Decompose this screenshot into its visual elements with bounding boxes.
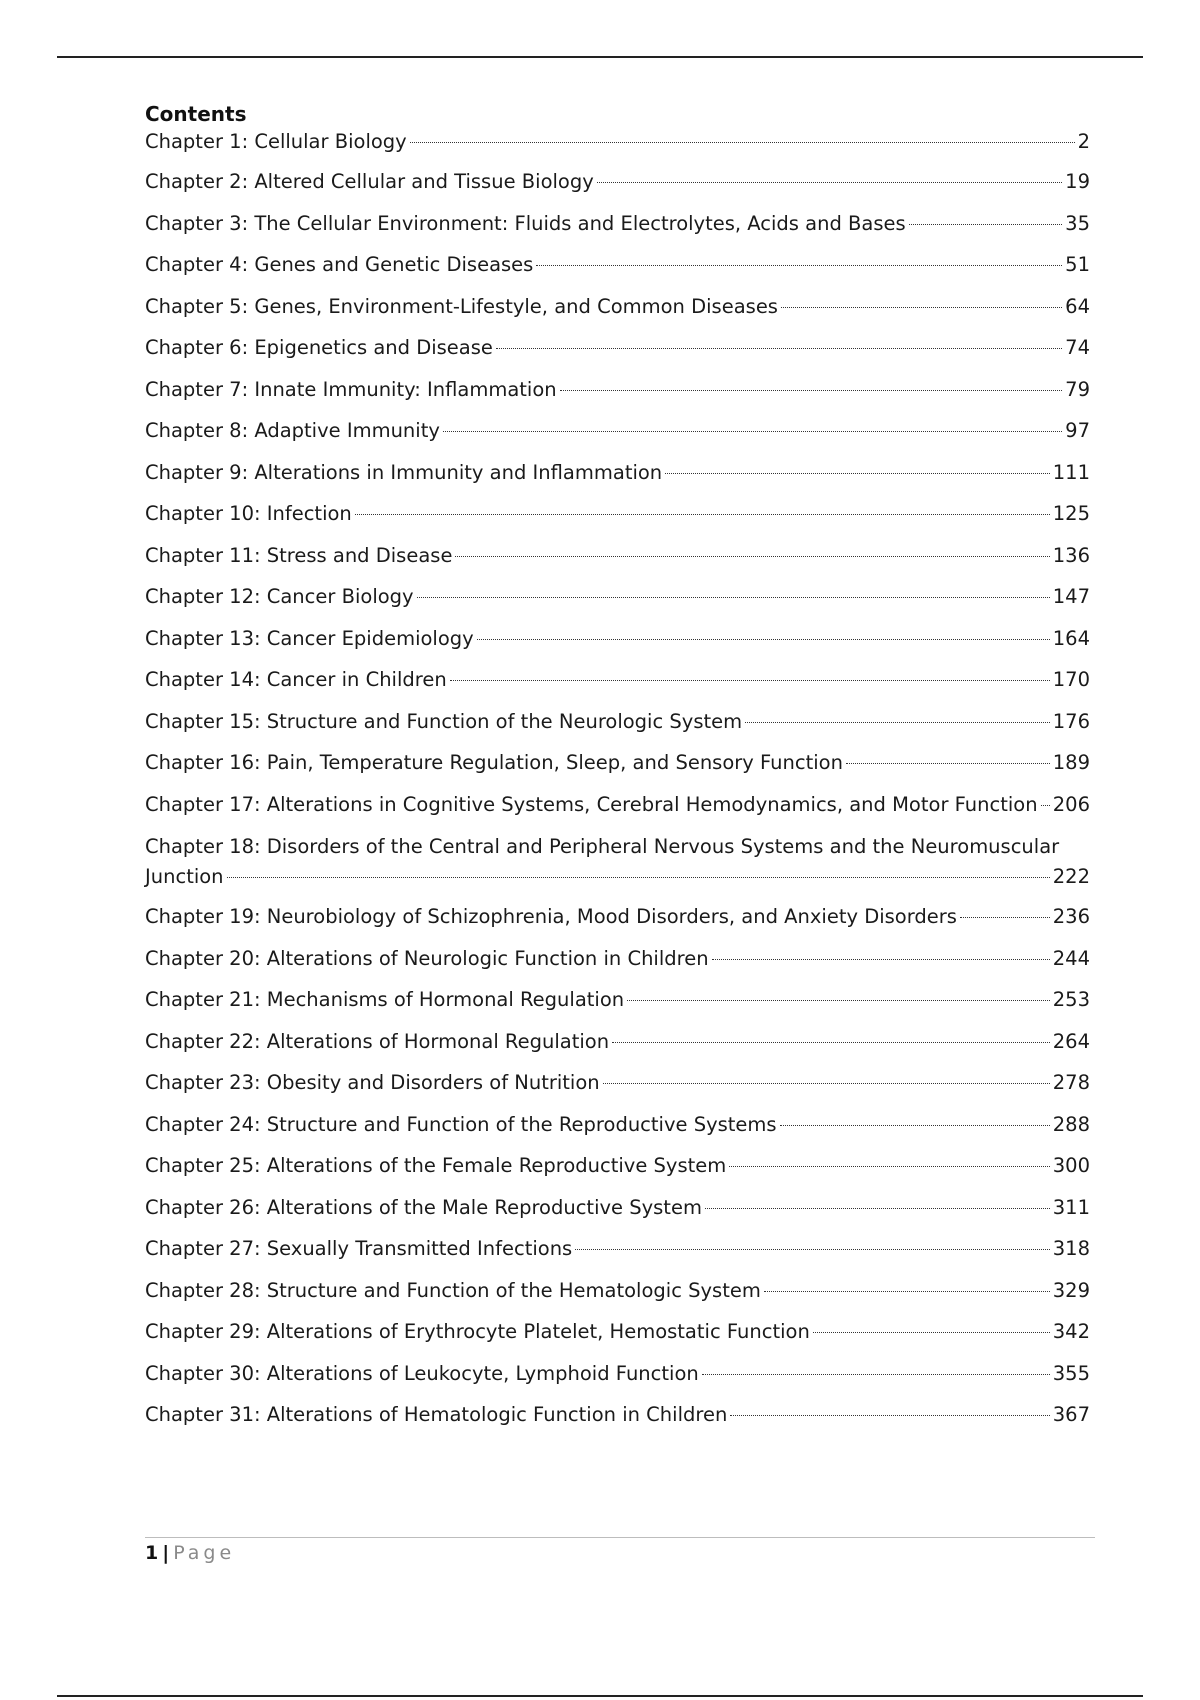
toc-entry[interactable] — [145, 1194, 1090, 1222]
toc-entry[interactable] — [145, 791, 1090, 819]
toc-entry[interactable] — [145, 1360, 1090, 1388]
toc-entry-page-number: 278 — [1052, 1071, 1090, 1094]
dot-leader — [665, 473, 1050, 474]
toc-entry-page-number: 170 — [1052, 668, 1090, 691]
toc-entry-title: Chapter 19: Neurobiology of Schizophrenia, Mood Disorders, and Anxiety Disorders — [145, 905, 957, 928]
dot-leader — [813, 1332, 1050, 1333]
dot-leader — [443, 431, 1062, 432]
toc-entry[interactable] — [145, 1277, 1090, 1305]
footer-page-label: Page — [173, 1542, 236, 1564]
toc-entry-page-number: 79 — [1065, 377, 1090, 401]
toc-entry[interactable] — [145, 251, 1090, 279]
toc-entry-page-number: 355 — [1052, 1361, 1090, 1385]
toc-entry[interactable] — [145, 459, 1090, 487]
toc-entry-page-number: 35 — [1065, 211, 1090, 235]
toc-entry-title: Chapter 1: Cellular Biology — [145, 130, 407, 153]
toc-entry-page-number: 342 — [1052, 1320, 1090, 1343]
dot-leader — [603, 1083, 1050, 1084]
toc-entry[interactable] — [145, 168, 1090, 196]
toc-entry-title: Chapter 20: Alterations of Neurologic Function in Children — [145, 946, 709, 970]
toc-entry[interactable] — [145, 1111, 1090, 1139]
toc-entry-title: Chapter 5: Genes, Environment-Lifestyle, and Common Diseases — [145, 294, 778, 318]
toc-entry-page-number: 2 — [1077, 130, 1090, 153]
toc-entry-title-line1: Chapter 18: Disorders of the Central and Peripheral Nervous Systems and the Neuromuscular — [145, 835, 1060, 858]
toc-entry[interactable] — [145, 832, 1090, 892]
toc-entry-title: Chapter 16: Pain, Temperature Regulation, Sleep, and Sensory Function — [145, 751, 843, 774]
toc-entry-page-number: 288 — [1052, 1112, 1090, 1136]
toc-entry[interactable] — [145, 945, 1090, 973]
dot-leader — [909, 224, 1062, 225]
toc-entry-title: Chapter 15: Structure and Function of the Neurologic System — [145, 709, 743, 733]
dot-leader — [1041, 805, 1050, 806]
toc-entry-title: Chapter 17: Alterations in Cognitive Systems, Cerebral Hemodynamics, and Motor Function — [145, 792, 1038, 816]
toc-entry[interactable] — [145, 542, 1090, 570]
toc-entry[interactable] — [145, 986, 1090, 1014]
toc-entry-page-number: 176 — [1052, 709, 1090, 733]
page-footer — [145, 1537, 1095, 1564]
dot-leader — [612, 1042, 1050, 1043]
toc-entry-page-number: 125 — [1052, 502, 1090, 525]
dot-leader — [410, 142, 1075, 143]
dot-leader — [712, 959, 1050, 960]
toc-entry-page-number: 19 — [1065, 170, 1090, 193]
toc-entry-page-number: 253 — [1052, 988, 1090, 1011]
dot-leader — [560, 390, 1063, 391]
toc-entry-title: Chapter 4: Genes and Genetic Diseases — [145, 253, 534, 276]
dot-leader — [705, 1208, 1050, 1209]
toc-entry[interactable] — [145, 625, 1090, 653]
toc-entry[interactable] — [145, 334, 1090, 362]
toc-entry-title: Chapter 7: Innate Immunity: Inflammation — [145, 377, 557, 401]
dot-leader — [729, 1166, 1050, 1167]
toc-entry-title: Chapter 22: Alterations of Hormonal Regulation — [145, 1029, 610, 1053]
toc-entry[interactable] — [145, 583, 1090, 611]
toc-entry-page-number: 97 — [1065, 419, 1090, 442]
toc-list — [145, 128, 1090, 1429]
toc-entry[interactable] — [145, 293, 1090, 321]
dot-leader — [575, 1249, 1050, 1250]
toc-entry-title: Chapter 25: Alterations of the Female Reproductive System — [145, 1154, 727, 1177]
toc-entry-page-number: 164 — [1052, 626, 1090, 650]
footer-page-number: 1 — [145, 1542, 159, 1564]
dot-leader — [702, 1374, 1050, 1375]
toc-entry-line2 — [145, 862, 1090, 892]
toc-entry[interactable] — [145, 128, 1090, 156]
toc-entry-title: Chapter 26: Alterations of the Male Reproductive System — [145, 1195, 702, 1219]
toc-entry-title: Chapter 6: Epigenetics and Disease — [145, 336, 493, 359]
toc-entry[interactable] — [145, 376, 1090, 404]
toc-entry[interactable] — [145, 210, 1090, 238]
toc-entry-page-number: 51 — [1065, 253, 1090, 276]
toc-entry-title: Chapter 23: Obesity and Disorders of Nutrition — [145, 1071, 600, 1094]
dot-leader — [455, 556, 1049, 557]
toc-entry-page-number: 367 — [1052, 1403, 1090, 1426]
toc-entry-title: Chapter 14: Cancer in Children — [145, 668, 447, 691]
footer-separator: | — [162, 1542, 170, 1564]
toc-entry-title: Chapter 30: Alterations of Leukocyte, Lymphoid Function — [145, 1361, 699, 1385]
dot-leader — [536, 265, 1062, 266]
top-rule — [57, 56, 1143, 58]
toc-entry-title: Chapter 24: Structure and Function of the Reproductive Systems — [145, 1112, 777, 1136]
toc-entry[interactable] — [145, 1318, 1090, 1346]
toc-entry-page-number: 136 — [1052, 543, 1090, 567]
dot-leader — [764, 1291, 1050, 1292]
toc-entry-page-number: 300 — [1052, 1154, 1090, 1177]
toc-entry-page-number: 236 — [1052, 905, 1090, 928]
toc-entry-title: Chapter 31: Alterations of Hematologic Function in Children — [145, 1403, 728, 1426]
toc-entry-title: Chapter 12: Cancer Biology — [145, 585, 414, 608]
toc-entry-title: Chapter 29: Alterations of Erythrocyte Platelet, Hemostatic Function — [145, 1320, 810, 1343]
dot-leader — [846, 763, 1050, 764]
toc-entry-page-number: 74 — [1065, 336, 1090, 359]
toc-entry[interactable] — [145, 1152, 1090, 1180]
toc-entry-title: Chapter 10: Infection — [145, 502, 352, 525]
toc-entry-page-number: 318 — [1052, 1237, 1090, 1260]
toc-entry-page-number: 147 — [1052, 585, 1090, 608]
dot-leader — [355, 514, 1050, 515]
toc-entry-page-number: 64 — [1065, 294, 1090, 318]
toc-entry-page-number: 244 — [1052, 946, 1090, 970]
dot-leader — [780, 1125, 1050, 1126]
toc-entry-page-number: 111 — [1052, 460, 1090, 484]
toc-entry[interactable] — [145, 500, 1090, 528]
dot-leader — [417, 597, 1050, 598]
dot-leader — [227, 877, 1050, 878]
dot-leader — [781, 307, 1062, 308]
toc-entry-title: Chapter 11: Stress and Disease — [145, 543, 453, 567]
toc-entry-title: Chapter 13: Cancer Epidemiology — [145, 626, 474, 650]
toc-entry-page-number: 264 — [1052, 1029, 1090, 1053]
dot-leader — [597, 182, 1062, 183]
contents-heading: Contents — [145, 102, 247, 126]
toc-entry[interactable] — [145, 1028, 1090, 1056]
toc-entry-page-number: 189 — [1052, 751, 1090, 774]
toc-entry[interactable] — [145, 708, 1090, 736]
toc-entry-title: Chapter 2: Altered Cellular and Tissue Biology — [145, 170, 594, 193]
toc-entry[interactable] — [145, 749, 1090, 777]
dot-leader — [477, 639, 1050, 640]
toc-entry[interactable] — [145, 417, 1090, 445]
dot-leader — [450, 680, 1050, 681]
dot-leader — [627, 1000, 1050, 1001]
dot-leader — [730, 1415, 1049, 1416]
toc-entry[interactable] — [145, 1069, 1090, 1097]
toc-entry-page-number: 222 — [1052, 865, 1090, 888]
toc-entry-page-number: 329 — [1052, 1278, 1090, 1302]
toc-entry-page-number: 206 — [1052, 792, 1090, 816]
toc-entry-title: Chapter 9: Alterations in Immunity and Inflammation — [145, 460, 663, 484]
table-of-contents — [145, 100, 1090, 1443]
toc-entry[interactable] — [145, 1401, 1090, 1429]
bottom-rule — [57, 1695, 1143, 1697]
toc-entry-page-number: 311 — [1052, 1195, 1090, 1219]
toc-entry-title-line2: Junction — [145, 865, 224, 888]
toc-entry-title: Chapter 8: Adaptive Immunity — [145, 419, 440, 442]
toc-entry-title: Chapter 27: Sexually Transmitted Infections — [145, 1237, 573, 1260]
dot-leader — [496, 348, 1062, 349]
toc-entry[interactable] — [145, 903, 1090, 931]
toc-entry[interactable] — [145, 666, 1090, 694]
toc-entry[interactable] — [145, 1235, 1090, 1263]
toc-entry-title: Chapter 21: Mechanisms of Hormonal Regulation — [145, 988, 625, 1011]
dot-leader — [960, 917, 1050, 918]
toc-entry-title: Chapter 28: Structure and Function of the Hematologic System — [145, 1278, 761, 1302]
toc-entry-title: Chapter 3: The Cellular Environment: Fluids and Electrolytes, Acids and Bases — [145, 211, 906, 235]
dot-leader — [745, 722, 1050, 723]
